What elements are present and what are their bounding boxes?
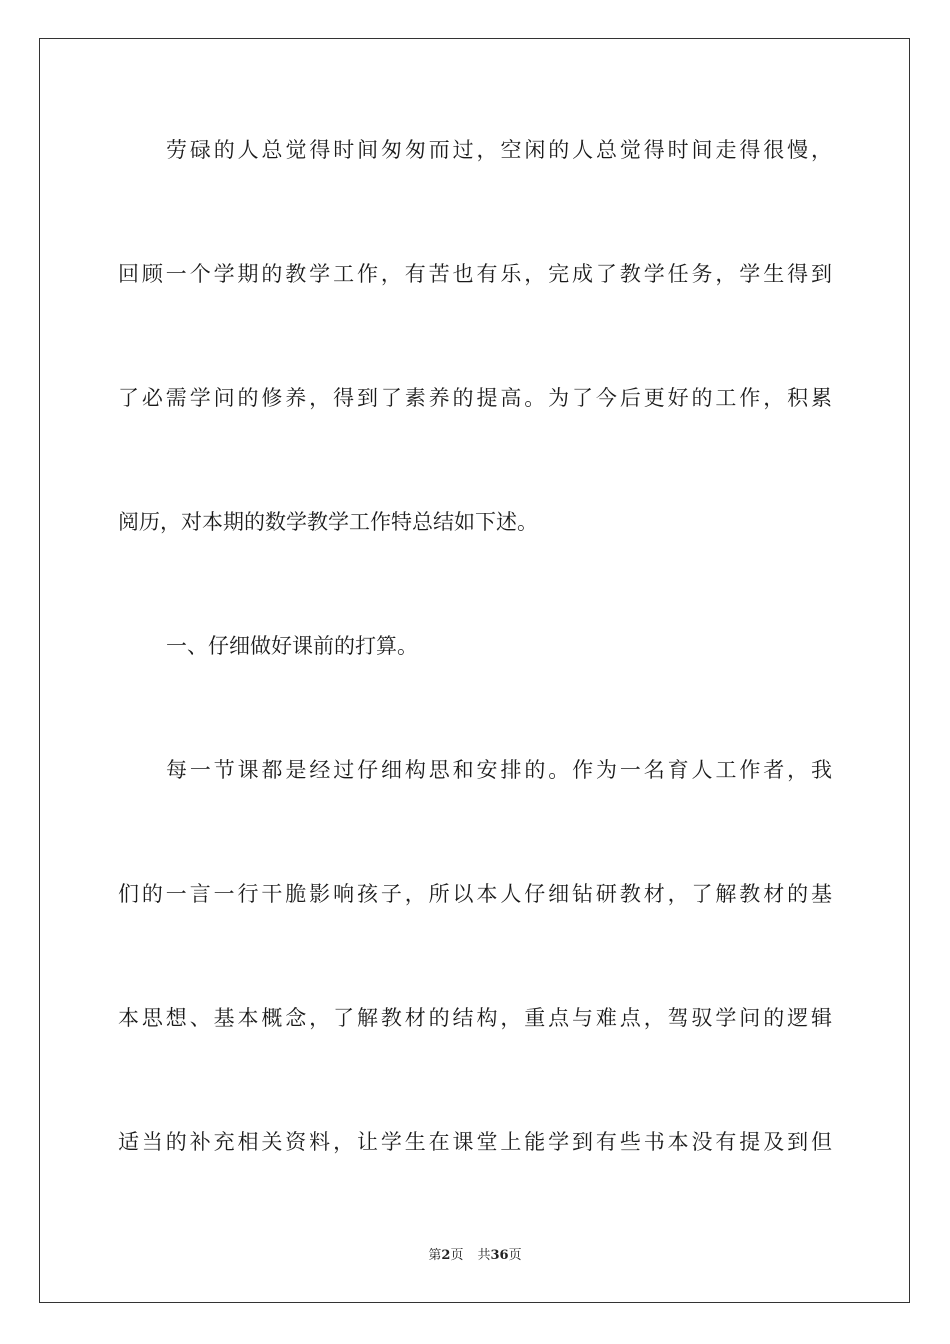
page-border [39,38,910,1303]
paragraph-line: 适当的补充相关资料，让学生在课堂上能学到有些书本没有提及到但 [118,1130,832,1154]
paragraph-line: 劳碌的人总觉得时间匆匆而过，空闲的人总觉得时间走得很慢， [166,138,832,162]
paragraph-line: 了必需学问的修养，得到了素养的提高。为了今后更好的工作，积累 [118,386,832,410]
paragraph-line: 阅历，对本期的数学教学工作特总结如下述。 [118,510,538,534]
paragraph-line: 每一节课都是经过仔细构思和安排的。作为一名育人工作者，我 [166,758,832,782]
paragraph-line: 们的一言一行干脆影响孩子，所以本人仔细钻研教材，了解教材的基 [118,882,832,906]
total-suffix: 页 [508,1248,522,1263]
page-number: 2 [441,1248,451,1263]
page-suffix: 页 [450,1248,464,1263]
paragraph-line: 回顾一个学期的教学工作，有苦也有乐，完成了教学任务，学生得到 [118,262,832,286]
paragraph-line: 本思想、基本概念，了解教材的结构，重点与难点，驾驭学问的逻辑 [118,1006,832,1030]
section-heading: 一、仔细做好课前的打算。 [166,634,418,658]
page-footer [0,1246,950,1266]
page-prefix: 第 [428,1248,442,1263]
total-prefix: 共 [477,1248,491,1263]
total-pages: 36 [490,1248,509,1263]
